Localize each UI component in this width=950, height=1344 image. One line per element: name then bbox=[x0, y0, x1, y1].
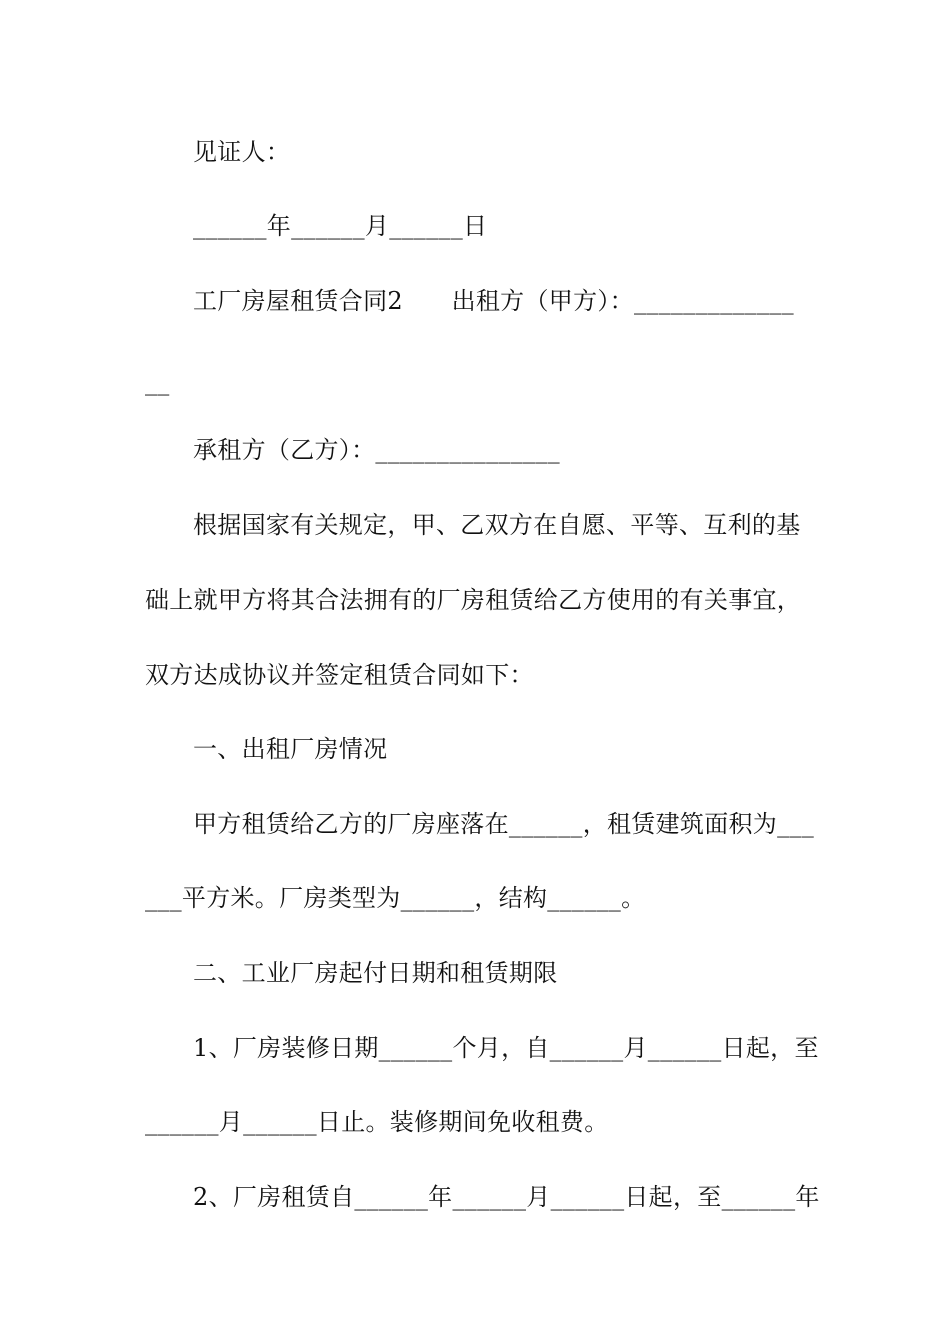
contract-title-lessor-line: 工厂房屋租赁合同2 出租方（甲方）：_____________ bbox=[193, 287, 794, 315]
date-blank-line: ______年______月______日 bbox=[193, 212, 488, 240]
lessor-blank-continuation: __ bbox=[145, 368, 170, 396]
section-heading-1: 一、出租厂房情况 bbox=[193, 735, 388, 763]
preamble-line-2: 础上就甲方将其合法拥有的厂房租赁给乙方使用的有关事宜， bbox=[145, 586, 802, 614]
section-1-line-2: ___平方米。厂房类型为______，结构______。 bbox=[145, 884, 646, 912]
section-heading-2: 二、工业厂房起付日期和租赁期限 bbox=[193, 959, 558, 987]
clause-1-line-1: 1、厂房装修日期______个月，自______月______日起，至 bbox=[193, 1034, 819, 1062]
preamble-line-1: 根据国家有关规定，甲、乙双方在自愿、平等、互利的基 bbox=[193, 511, 801, 539]
lessee-line: 承租方（乙方）：_______________ bbox=[193, 436, 560, 464]
preamble-line-3: 双方达成协议并签定租赁合同如下： bbox=[145, 661, 534, 689]
witness-line: 见证人： bbox=[193, 138, 291, 166]
clause-2-line-1: 2、厂房租赁自______年______月______日起，至______年 bbox=[193, 1183, 820, 1211]
clause-1-line-2: ______月______日止。装修期间免收租费。 bbox=[145, 1108, 609, 1136]
section-1-line-1: 甲方租赁给乙方的厂房座落在______，租赁建筑面积为___ bbox=[193, 810, 814, 838]
